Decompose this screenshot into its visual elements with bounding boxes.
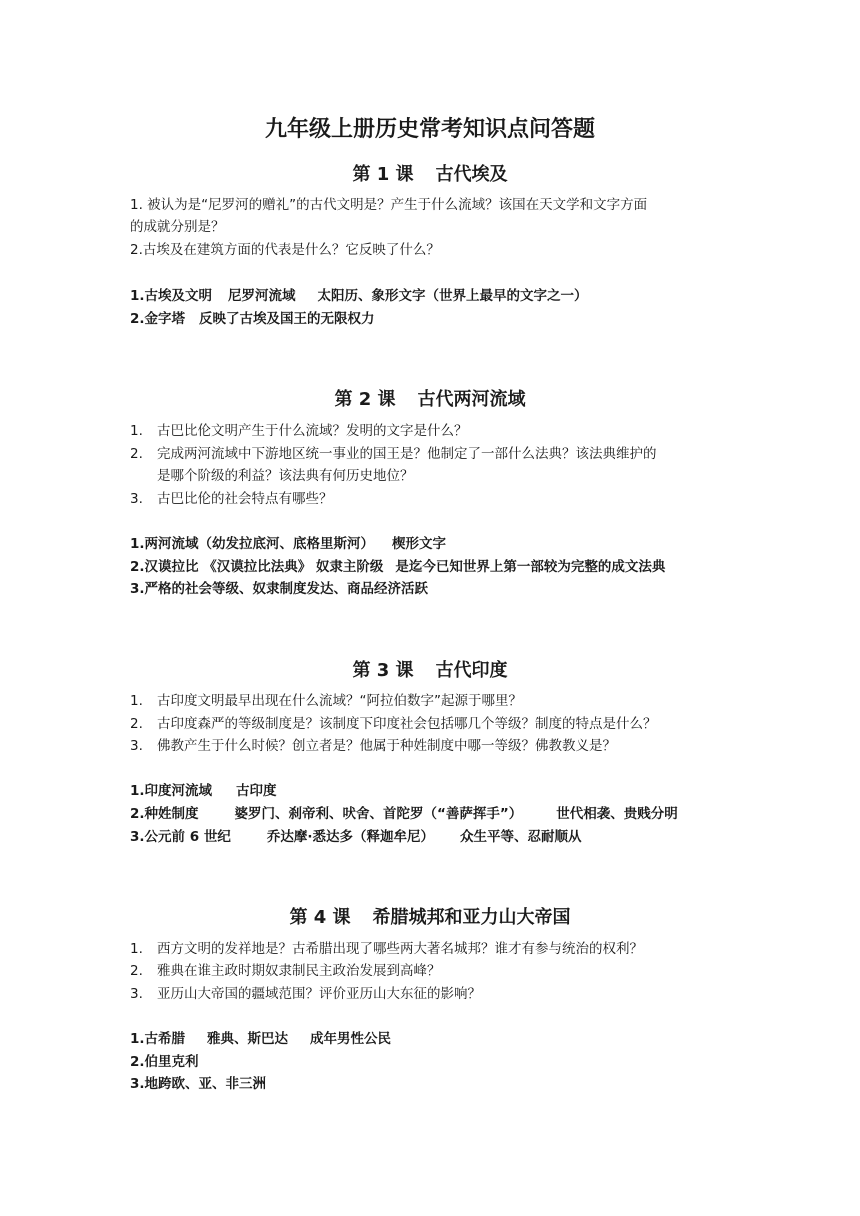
lesson-2-heading bbox=[0, 385, 860, 411]
document-title: 九年级上册历史常考知识点问答题 bbox=[264, 117, 595, 142]
question-text: 亚历山大帝国的疆域范围？评价亚历山大东征的影响？ bbox=[157, 986, 481, 1002]
question-number: 3. bbox=[130, 491, 143, 507]
question-text: 古巴比伦文明产生于什么流域？发明的文字是什么？ bbox=[157, 423, 468, 439]
lesson-4-question-2 bbox=[130, 960, 441, 982]
lesson-1-question-1-cont: 的成就分别是？ bbox=[130, 219, 225, 235]
question-text: 雅典在谁主政时期奴隶制民主政治发展到高峰？ bbox=[157, 963, 441, 979]
answer-part: 尼罗河流域 bbox=[228, 288, 296, 304]
lesson-3-question-3 bbox=[130, 735, 616, 757]
question-text: 古巴比伦的社会特点有哪些？ bbox=[157, 491, 333, 507]
lesson-3-answer-1 bbox=[130, 780, 277, 802]
lesson-1-answer-1 bbox=[130, 285, 588, 307]
question-number: 1. bbox=[130, 693, 143, 709]
lesson-2-name: 古代两河流域 bbox=[417, 389, 526, 410]
lesson-3-question-2 bbox=[130, 713, 657, 735]
answer-part: 反映了古埃及国王的无限权力 bbox=[199, 311, 375, 327]
lesson-3-answer-2 bbox=[130, 803, 678, 825]
answer-part: 乔达摩·悉达多（释迦牟尼） bbox=[266, 829, 434, 845]
answer-part: 2.伯里克利 bbox=[130, 1054, 199, 1070]
question-number: 3. bbox=[130, 738, 143, 754]
question-text: 完成两河流域中下游地区统一事业的国王是？他制定了一部什么法典？该法典维护的 bbox=[157, 446, 657, 462]
question-number: 2. bbox=[130, 446, 143, 462]
lesson-4-answer-1 bbox=[130, 1028, 391, 1050]
question-text: 古印度文明最早出现在什么流域？“阿拉伯数字”起源于哪里？ bbox=[157, 693, 522, 709]
answer-part: 雅典、斯巴达 bbox=[207, 1031, 289, 1047]
answer-part: 古印度 bbox=[236, 783, 277, 799]
lesson-4-question-3 bbox=[130, 983, 481, 1005]
answer-part: 众生平等、忍耐顺从 bbox=[459, 829, 582, 845]
answer-part: 1.两河流域（幼发拉底河、底格里斯河） bbox=[130, 536, 375, 552]
lesson-1-heading bbox=[0, 160, 860, 186]
question-text: 古印度森严的等级制度是？该制度下印度社会包括哪几个等级？制度的特点是什么？ bbox=[157, 716, 657, 732]
lesson-4-name: 希腊城邦和亚力山大帝国 bbox=[372, 907, 571, 928]
answer-part: 2.种姓制度 bbox=[130, 806, 199, 822]
lesson-3-name: 古代印度 bbox=[435, 660, 508, 681]
answer-part: 世代相袭、贵贱分明 bbox=[556, 806, 678, 822]
lesson-1-name: 古代埃及 bbox=[435, 164, 508, 185]
answer-part: 3.地跨欧、亚、非三洲 bbox=[130, 1076, 267, 1092]
lesson-3-heading bbox=[0, 656, 860, 682]
question-number: 1. bbox=[130, 423, 143, 439]
answer-part: 2.汉谟拉比 《汉谟拉比法典》 奴隶主阶级 bbox=[130, 559, 384, 575]
lesson-4-heading bbox=[0, 903, 860, 929]
answer-part: 1.古埃及文明 bbox=[130, 288, 213, 304]
lesson-1-question-1: 1. 被认为是“尼罗河的赠礼”的古代文明是？产生于什么流域？该国在天文学和文字方面 bbox=[130, 197, 648, 213]
answer-part: 是迄今已知世界上第一部较为完整的成文法典 bbox=[395, 559, 666, 575]
answer-part: 3.严格的社会等级、奴隶制度发达、商品经济活跃 bbox=[130, 581, 429, 597]
lesson-2-answer-2 bbox=[130, 556, 665, 578]
lesson-2-question-2-cont: 是哪个阶级的利益？该法典有何历史地位？ bbox=[157, 468, 414, 484]
question-number: 3. bbox=[130, 986, 143, 1002]
question-text: 佛教产生于什么时候？创立者是？他属于种姓制度中哪一等级？佛教教义是？ bbox=[157, 738, 616, 754]
lesson-3-answer-3 bbox=[130, 826, 581, 848]
lesson-4-question-1 bbox=[130, 938, 643, 960]
lesson-2-answer-1 bbox=[130, 533, 446, 555]
lesson-3-question-1 bbox=[130, 690, 522, 712]
lesson-2-number: 第 2 课 bbox=[334, 389, 396, 410]
lesson-1-number: 第 1 课 bbox=[352, 164, 414, 185]
answer-part: 2.金字塔 bbox=[130, 311, 186, 327]
question-number: 2. bbox=[130, 716, 143, 732]
answer-part: 成年男性公民 bbox=[310, 1031, 392, 1047]
answer-part: 1.印度河流域 bbox=[130, 783, 213, 799]
answer-part: 楔形文字 bbox=[392, 536, 447, 552]
lesson-4-answer-2 bbox=[130, 1051, 199, 1073]
lesson-2-question-2 bbox=[130, 443, 657, 465]
answer-part: 婆罗门、刹帝利、吠舍、首陀罗（“善萨挥手”） bbox=[234, 806, 523, 822]
lesson-1-answer-2 bbox=[130, 308, 375, 330]
question-number: 2. bbox=[130, 963, 143, 979]
answer-part: 1.古希腊 bbox=[130, 1031, 186, 1047]
question-text: 西方文明的发祥地是？古希腊出现了哪些两大著名城邦？谁才有参与统治的权利？ bbox=[157, 941, 643, 957]
lesson-1-question-2: 2.古埃及在建筑方面的代表是什么？它反映了什么？ bbox=[130, 242, 440, 258]
lesson-4-number: 第 4 课 bbox=[289, 907, 351, 928]
lesson-3-number: 第 3 课 bbox=[352, 660, 414, 681]
question-number: 1. bbox=[130, 941, 143, 957]
lesson-2-question-1 bbox=[130, 420, 468, 442]
lesson-4-answer-3 bbox=[130, 1073, 266, 1095]
lesson-2-answer-3 bbox=[130, 578, 428, 600]
lesson-2-question-3 bbox=[130, 488, 333, 510]
answer-part: 3.公元前 6 世纪 bbox=[130, 829, 231, 845]
answer-part: 太阳历、象形文字（世界上最早的文字之一） bbox=[317, 288, 588, 304]
